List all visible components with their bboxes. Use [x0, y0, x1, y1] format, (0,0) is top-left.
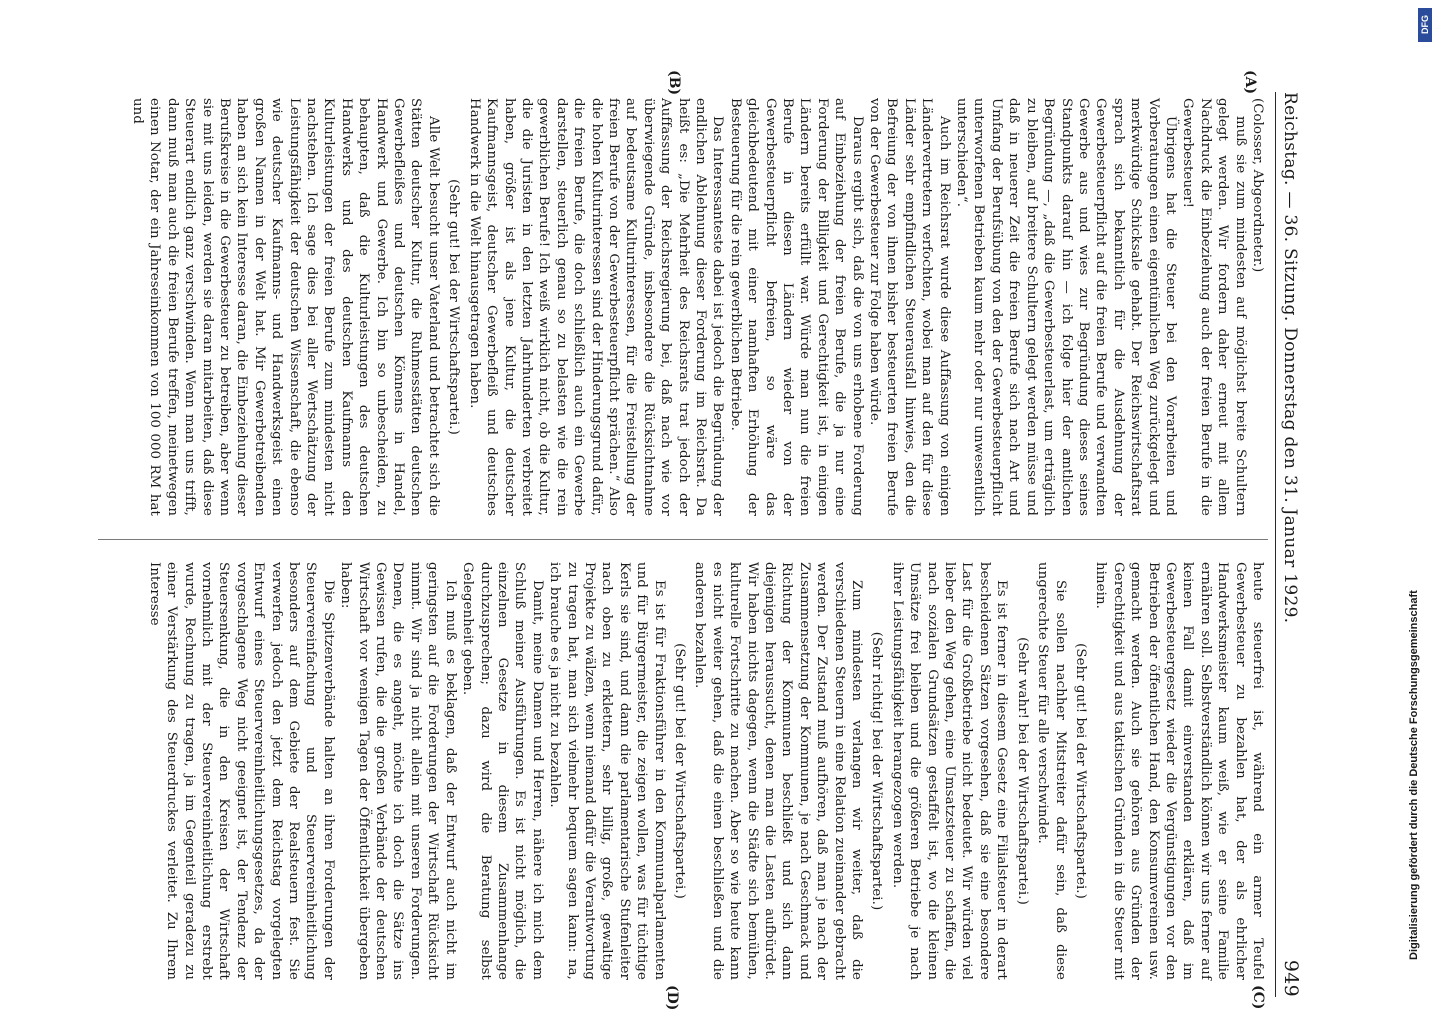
interjection: (Sehr gut! bei der Wirtschaftspartei.)	[672, 643, 687, 899]
speaker-line: (Colosser, Abgeordneter.)	[1250, 98, 1265, 273]
interjection: (Sehr wahr! bei der Wirtschaftspartei.)	[1014, 637, 1030, 905]
margin-marker-a: (A)	[1242, 70, 1258, 95]
paragraph: Auch im Reichsrat wurde diese Auffassung von einigen Ländervertretern verfochten, wobei man auf den für diese Länder sehr empfindlichen Steuerausfall hinwies, den die Befreiung der von ihnen bisher besteuerten freien Berufe von der Gewerbesteuer zur Folge haben würde.	[867, 98, 952, 516]
header-rule	[1275, 92, 1276, 997]
margin-marker-d: (D)	[664, 985, 680, 1010]
paragraph: Übrigens hat die Steuer bei den Vorarbeiten und Vorberatungen einen eigentümlichen Weg zurückgelegt und merkwürdige Schicksale gehabt. Der Reichswirtschaftsrat sprach sich bekanntlich für die Ausdehnung der Gewerbesteuerpflicht auf die freien Berufe und verwandten Gewerbe aus und wies zur Begründung dieses seines Standpunkts darauf hin — ich folge hier der amtlichen Begründung —, „daß die Gewerbesteuerlast, um erträglich zu bleiben, auf breitere Schultern gelegt werden müsse und daß in neuerer Zeit die freien Berufe sich nach Art und Umfang der Berufsübung von den der Gewerbesteuerpflicht unterworfenen Betrieben kaum mehr oder nur unwesentlich unterschieden“.	[954, 98, 1178, 516]
interjection: (Sehr richtig! bei der Wirtschaftspartei.)	[869, 631, 885, 911]
paragraph: Zum mindesten verlangen wir weiter, daß die verschiedenen Steuern in eine Relation zueinander gebracht werden. Der Zustand muß aufhören, daß man je nach der Zusammensetzung der Kommunen, je nach Geschmack und Richtung der Kommunen beschließt und sich dann diejenigen heraussucht, denen man die Lasten aufbürdet. Wir haben nichts dagegen, wenn die Städte sich bemühen, kulturelle Fortschritte zu machen. Aber so wie heute kann es nicht weiter gehen, daß die einen beschließen und die anderen bezahlen.	[692, 562, 865, 980]
paragraph: Es ist ferner in diesem Gesetz eine Filialsteuer in derart bescheidenen Sätzen vorgesehen, daß sie eine besondere Last für die Großbetriebe nicht bedeutet. Wir würden viel lieber den Weg gehen, eine Umsatzsteuer zu schaffen, die nach sozialen Grundsätzen gestaffelt ist, wo die kleinen Umsätze frei bleiben und die größeren Betriebe je nach ihrer Leistungsfähigkeit herangezogen werden.	[889, 562, 1010, 980]
right-column	[145, 562, 1266, 980]
paragraph: heute steuerfrei ist, während ein armer Teufel Gewerbesteuer zu bezahlen hat, der als ehrlicher Handwerksmeister kaum weiß, wie er seine Familie ernähren soll. Selbstverständlich können wir uns ferner auf keinen Fall damit einverstanden erklären, daß im Gewerbesteuergesetz wieder die Vergünstigungen vor den Betrieben der öffentlichen Hand, den Konsumvereinen usw. gemacht werden. Auch sie gehören aus Gründen der Gerechtigkeit und aus taktischen Gründen in die Steuer mit hinein.	[1093, 562, 1265, 980]
paragraph: Damit, meine Damen und Herren, nähere ich mich dem Schluß meiner Ausführungen. Es ist nicht möglich, die einzelnen Gesetze in diesem Zusammenhange durchzusprechen; dazu wird die Beratung selbst Gelegenheit geben.	[460, 562, 545, 980]
margin-marker-c: (C)	[1250, 985, 1266, 1010]
paragraph: muß sie zum mindesten auf möglichst breite Schultern gelegt werden. Wir fordern daher erneut mit allem Nachdruck die Einbeziehung auch der freien Berufe in die Gewerbesteuer!	[1180, 98, 1248, 516]
page-header	[1276, 92, 1302, 997]
margin-marker-b: (B)	[666, 70, 682, 96]
paragraph: Alle Welt besucht unser Vaterland und betrachtet sich die Stätten deutscher Kultur, die Ruhmesstätten deutschen Gewerbefleißes und deutschen Könnens in Handel, Handwerk und Gewerbe. Ich bin so unbescheiden, zu behaupten, daß die Kulturleistungen des deutschen Handwerks und des deutschen Kaufmanns den Kulturleistungen der freien Berufe zum mindesten nicht nachstehen. Ich sage dies bei aller Wertschätzung der Leistungsfähigkeit der deutschen Wissenschaft, die ebenso wie deutscher Kaufmanns- und Handwerksgeist einen großen Namen in der Welt hat. Mir Gewerbetreibenden haben an sich kein Interesse daran, die Einbeziehung dieser Berufskreise in die Gewerbesteuer zu betreiben, aber wenn sie mit uns leiden, werden sie daran mitarbeiten, daß diese Steuerart endlich ganz verschwinden. Wenn man uns trifft, dann muß man auch die freien Berufe treffen, meinetwegen einen Notar, der ein Jahreseinkommen von 100 000 RM hat und	[130, 98, 441, 516]
page-number: 949	[1280, 959, 1302, 997]
interjection: (Sehr gut! bei der Wirtschaftspartei.)	[446, 179, 462, 435]
paragraph: Die Spitzenverbände halten an ihren Forderungen der Steuervereinfachung und Steuervereinheitlichung besonders auf dem Gebiete der Realsteuern fest. Sie verwerfen jedoch den jetzt dem Reichstag vorgelegten Entwurf eines Steuervereinheitlichungsgesetzes, da der vorgeschlagene Weg nicht geeignet ist, der Tendenz der Steuersenkung, die in den Kreisen der Wirtschaft vornehmlich mit der Steuervereinheitlichung erstrebt wurde, Rechnung zu tragen, ja im Gegenteil geradezu zu einer Verstärkung des Steuerdruckes verleitet. Zu Ihrem Interesse	[146, 562, 336, 980]
dfg-logo: DFG	[1418, 8, 1432, 42]
column-divider	[98, 539, 1268, 540]
paragraph: Es ist für Fraktionsführer in den Kommunalparlamenten und für Bürgermeister, die zeigen wollen, was für tüchtige Kerls sie sind, und dann die parlamentarische Stufenleiter nach oben zu erklettern, sehr billig, große, gewaltige Projekte zu wälzen, wenn niemand dafür die Verantwortung zu tragen hat, man sich vielmehr bequem sagen kann: na, ich brauche es ja nicht zu bezahlen.	[547, 562, 667, 980]
paragraph: Sie sollen nachher Mitstreiter dafür sein, daß diese ungerechte Steuer für alle verschwindet.	[1035, 562, 1068, 980]
paragraph: Daraus ergibt sich, daß die von uns erhobene Forderung auf Einbeziehung der freien Berufe, die ja nur eine Forderung der Billigkeit und Gerechtigkeit ist, in einigen Ländern bereits erfüllt war. Würde man nun die freien Berufe in diesen Ländern wieder von der Gewerbesteuerpflicht befreien, so wäre das gleichbedeutend mit einer namhaften Erhöhung der Besteuerung für die rein gewerblichen Betriebe.	[727, 98, 865, 516]
left-column	[129, 98, 1266, 516]
paragraph: Das Interessanteste dabei ist jedoch die Begründung der endlichen Ablehnung dieser Forderung im Reichsrat. Da heißt es: „Die Mehrheit des Reichsrats trat jedoch der Auffassung der Reichsregierung bei, daß nach wie vor überwiegende Gründe, insbesondere die Rücksichtnahme auf bedeutsame Kulturinteressen, für die Freistellung der freien Berufe von der Gewerbesteuerpflicht sprächen.“ Also die hohen Kulturinteressen sind der Hinderungsgrund dafür, die freien Berufe, die doch schließlich auch ein Gewerbe darstellen, steuerlich genau so zu belasten wie die rein gewerblichen Berufe! Ich weiß wirklich nicht, ob die Kultur, die die Juristen in den letzten Jahrhunderten verbreitet haben, größer ist als jene Kultur, die deutscher Kaufmannsgeist, deutscher Gewerbefleiß und deutsches Handwerk in die Welt hinausgetragen haben.	[466, 98, 726, 516]
interjection: (Sehr gut! bei der Wirtschaftspartei.)	[1072, 643, 1088, 899]
paragraph: Ich muß es beklagen, daß der Entwurf auch nicht im geringsten auf die Forderungen der Wirtschaft Rücksicht nimmt. Wir sind ja nicht allein mit unseren Forderungen. Denen, die es angeht, möchte ich doch die Sätze ins Gewissen rufen, die die großen Verbände der deutschen Wirtschaft vor wenigen Tagen der Öffentlichkeit übergeben haben:	[338, 562, 458, 980]
rotated-page	[82, 70, 1302, 1010]
digitization-note: Digitalisierung gefördert durch die Deutsche Forschungsgemeinschaft	[1408, 590, 1420, 960]
running-header: Reichstag. — 36. Sitzung. Donnerstag den 31. Januar 1929.	[1280, 92, 1300, 624]
